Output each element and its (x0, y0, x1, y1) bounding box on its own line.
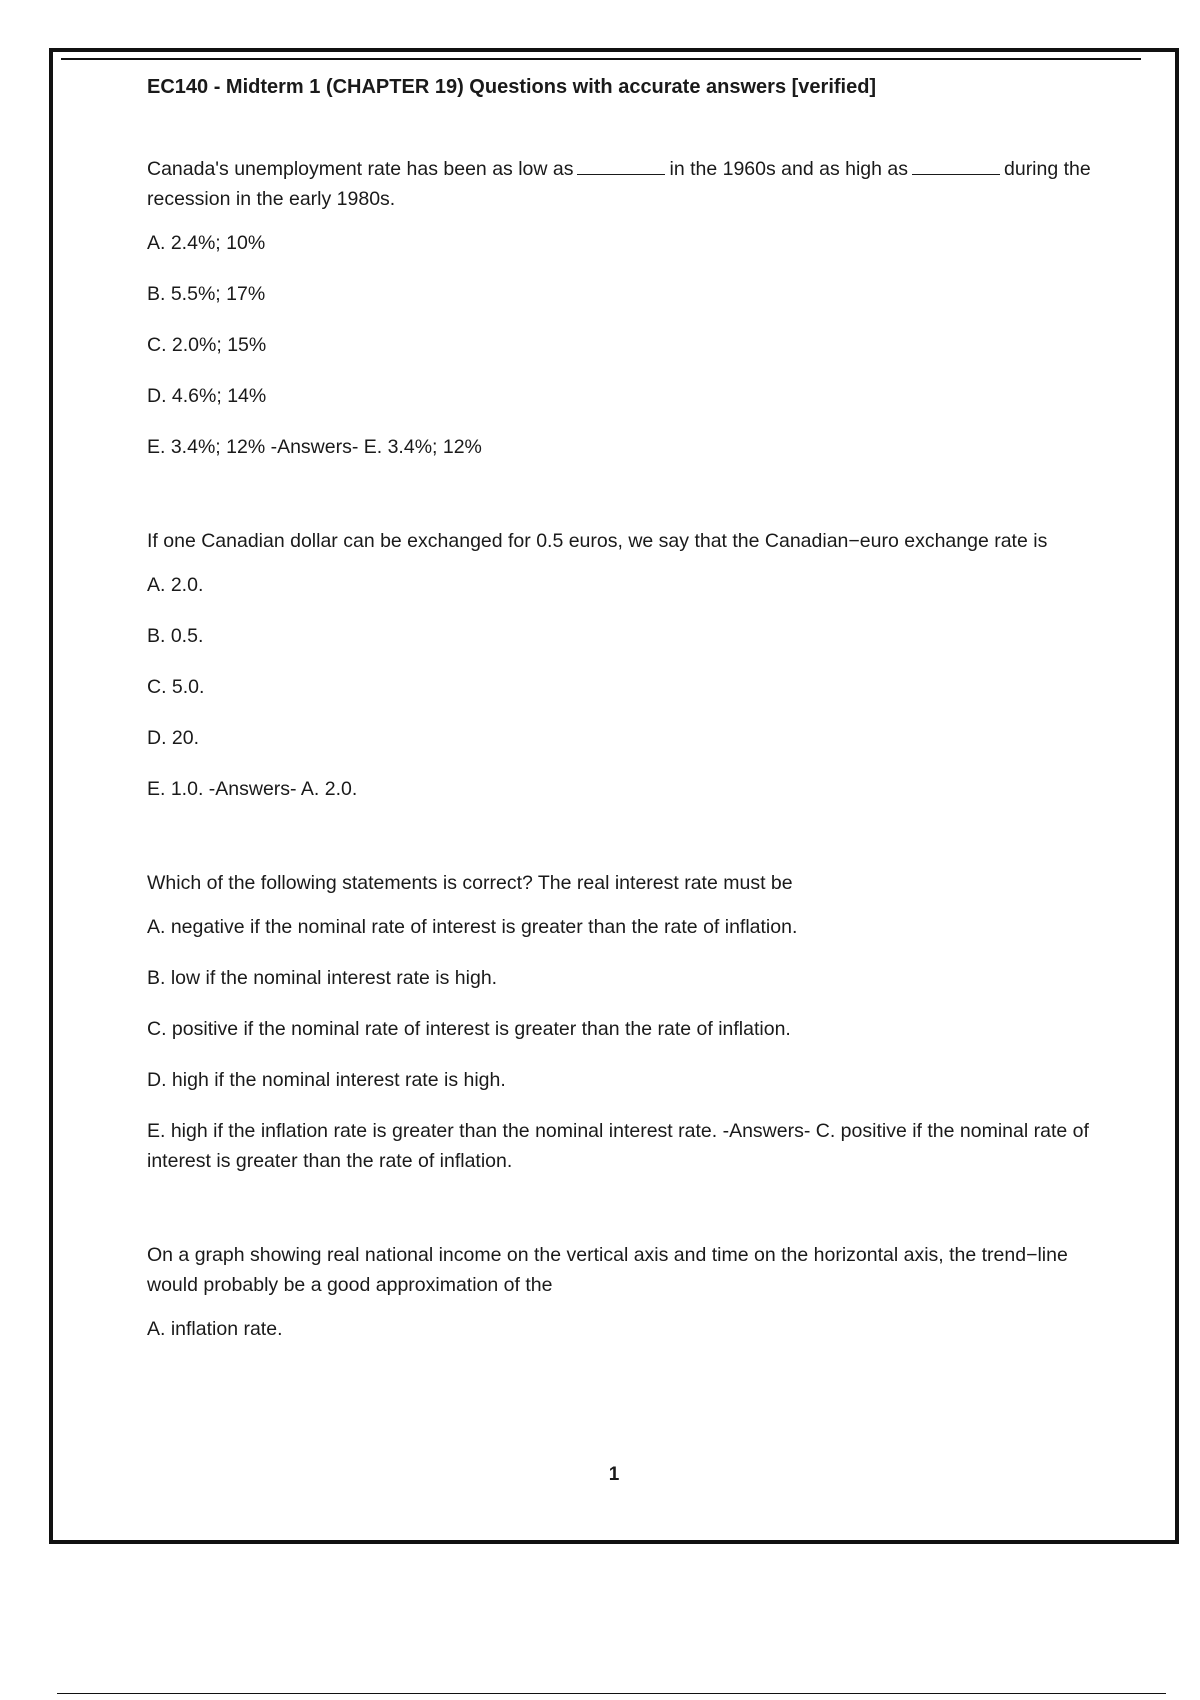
question-text: If one Canadian dollar can be exchanged for 0.5 euros, we say that the Canadian−euro exchange rate is (147, 530, 1048, 552)
option-e-with-answer: E. 1.0. -Answers- A. 2.0. (147, 778, 358, 800)
question-4 (147, 1240, 1107, 1344)
option-a: A. inflation rate. (147, 1318, 283, 1340)
question-text-part: Canada's unemployment rate has been as low as (147, 158, 574, 180)
option-b: B. 0.5. (147, 625, 204, 647)
option-d: D. 20. (147, 727, 200, 749)
page-frame (49, 48, 1179, 1544)
question-text: Which of the following statements is correct? The real interest rate must be (147, 872, 793, 894)
question-text: On a graph showing real national income on the vertical axis and time on the horizontal axis, the trend−line would probably be a good approximation of the (147, 1244, 1068, 1296)
option-a: A. 2.0. (147, 574, 204, 596)
option-d: D. 4.6%; 14% (147, 385, 267, 407)
option-d: D. high if the nominal interest rate is high. (147, 1069, 506, 1091)
question-text (147, 154, 1107, 214)
answer-blank (912, 156, 1000, 175)
question-text-part: in the 1960s and as high as (669, 158, 908, 180)
question-1 (147, 154, 1107, 462)
page-content (147, 74, 1107, 1408)
option-c: C. 5.0. (147, 676, 205, 698)
question-3 (147, 868, 1107, 1176)
option-b: B. 5.5%; 17% (147, 283, 266, 305)
option-e-with-answer: E. 3.4%; 12% -Answers- E. 3.4%; 12% (147, 436, 482, 458)
option-c: C. 2.0%; 15% (147, 334, 267, 356)
option-b: B. low if the nominal interest rate is high. (147, 967, 498, 989)
option-e-with-answer: E. high if the inflation rate is greater than the nominal interest rate. -Answers- C. positive if the nominal rate of interest is greater than the rate of inflation. (147, 1120, 1089, 1172)
answer-blank (577, 156, 665, 175)
option-a: A. negative if the nominal rate of interest is greater than the rate of inflation. (147, 916, 798, 938)
header-rule (61, 58, 1141, 60)
question-text-part: during the recession in the early 1980s. (147, 158, 1091, 210)
question-2 (147, 526, 1107, 804)
document-title: EC140 - Midterm 1 (CHAPTER 19) Questions with accurate answers [verified] (147, 76, 877, 98)
next-page-rule (57, 1693, 1166, 1694)
page-number: 1 (608, 1464, 620, 1485)
option-c: C. positive if the nominal rate of interest is greater than the rate of inflation. (147, 1018, 791, 1040)
option-a: A. 2.4%; 10% (147, 232, 266, 254)
